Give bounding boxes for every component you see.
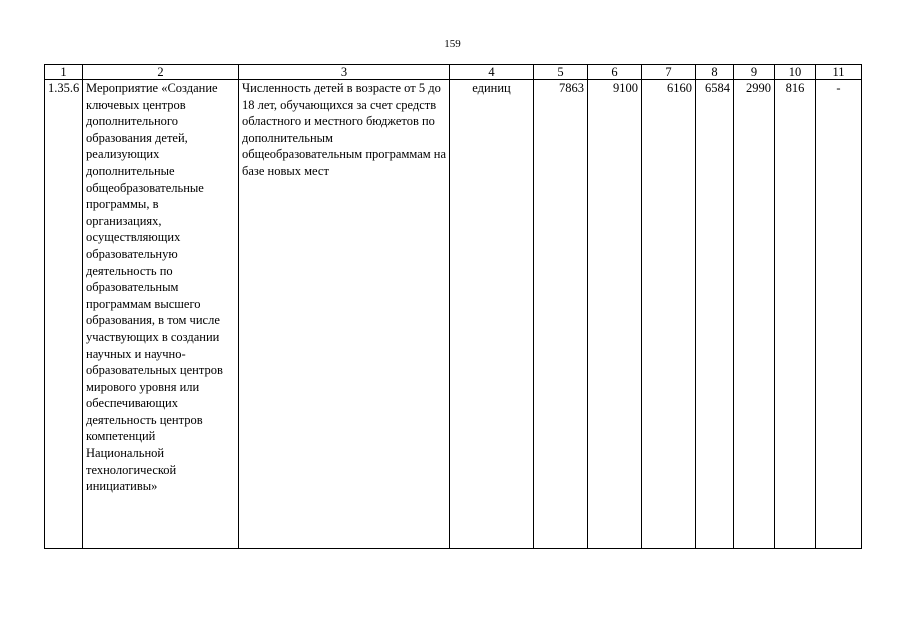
value-col-11: - (816, 80, 862, 549)
header-cell-5: 5 (534, 65, 588, 80)
header-cell-1: 1 (45, 65, 83, 80)
header-cell-3: 3 (239, 65, 450, 80)
header-cell-2: 2 (83, 65, 239, 80)
header-cell-7: 7 (642, 65, 696, 80)
header-cell-10: 10 (775, 65, 816, 80)
value-col-8: 6584 (696, 80, 734, 549)
table-row (45, 80, 862, 549)
indicator-description: Численность детей в возрасте от 5 до 18 лет, обучающихся за счет средств областного и местного бюджетов по дополнительным общеобразовательным программам на базе новых мест (239, 80, 450, 549)
header-cell-6: 6 (588, 65, 642, 80)
header-cell-8: 8 (696, 65, 734, 80)
table-header-row (45, 65, 862, 80)
value-col-7: 6160 (642, 80, 696, 549)
value-col-5: 7863 (534, 80, 588, 549)
header-cell-4: 4 (450, 65, 534, 80)
page-number: 159 (444, 38, 461, 50)
value-col-6: 9100 (588, 80, 642, 549)
indicator-table (44, 64, 862, 549)
header-cell-9: 9 (734, 65, 775, 80)
header-cell-11: 11 (816, 65, 862, 80)
value-col-9: 2990 (734, 80, 775, 549)
event-description: Мероприятие «Создание ключевых центров дополнительного образования детей, реализующих дополнительные общеобразовательные программы, в организациях, осуществляющих образовательную деятельность по образовательным программам высшего образования, в том числе участвующих в создании научных и научно-образовательных центров мирового уровня или обеспечивающих деятельность центров компетенций Национальной технологической инициативы» (83, 80, 239, 549)
row-id: 1.35.6 (45, 80, 83, 549)
unit-cell: единиц (450, 80, 534, 549)
value-col-10: 816 (775, 80, 816, 549)
